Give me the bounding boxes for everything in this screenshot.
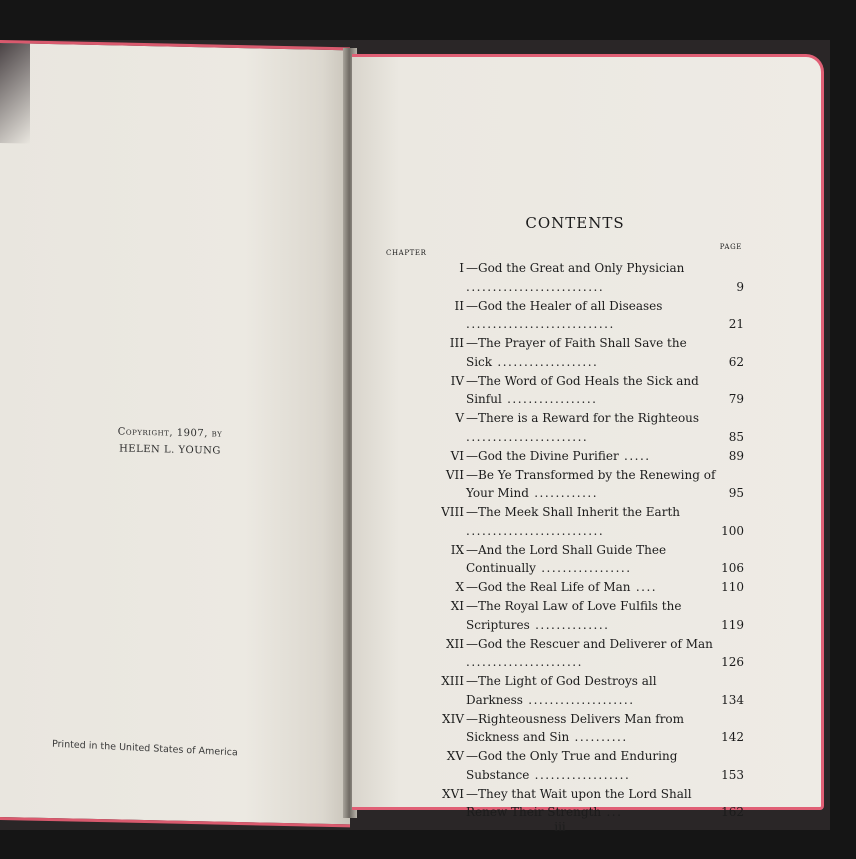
chapter-title: The Word of God Heals the Sick and Sinful xyxy=(466,373,699,406)
page-number: 85 xyxy=(728,429,744,444)
toc-entry: XVI —They that Wait upon the Lord Shall Renew Their Strength ... 162 xyxy=(384,785,746,822)
page-number: 134 xyxy=(721,692,744,707)
chapter-title: God the Rescuer and Deliverer of Man xyxy=(478,636,713,651)
chapter-title: The Prayer of Faith Shall Save the Sick xyxy=(466,336,687,369)
page-number: 95 xyxy=(728,486,744,500)
chapter-number: X xyxy=(455,580,464,594)
chapter-title: Be Ye Transformed by the Renewing of Your Mind xyxy=(466,467,716,500)
printed-line: Printed in the United States of America xyxy=(51,738,238,759)
chapter-number: XVI xyxy=(442,786,464,801)
chapter-number: IV xyxy=(450,373,464,388)
leader-dots: ............ xyxy=(528,486,599,500)
chapter-title: God the Only True and Enduring Substance xyxy=(466,749,678,782)
chapter-title: Righteousness Delivers Man from Sickness and Sin xyxy=(466,711,685,744)
chapter-number: VIII xyxy=(441,505,464,519)
contents-list xyxy=(384,214,746,834)
leader-dots: ... xyxy=(601,805,623,819)
leader-dots: ...................... xyxy=(466,655,583,669)
toc-entry: IV —The Word of God Heals the Sick and Sinful ................. 79 xyxy=(384,372,746,409)
chapter-number: V xyxy=(455,411,464,425)
left-page xyxy=(0,40,350,827)
chapter-title: God the Healer of all Diseases xyxy=(478,298,663,313)
chapter-number: XIII xyxy=(441,674,464,688)
leader-dots: ............................ xyxy=(466,317,615,331)
toc-entry: XIII —The Light of God Destroys all Darkness .................... 134 xyxy=(384,672,746,709)
page-number: 162 xyxy=(721,805,744,819)
page-number: 100 xyxy=(721,523,744,538)
toc-entry: VIII —The Meek Shall Inherit the Earth .......................... 100 xyxy=(384,503,746,540)
chapter-title: The Light of God Destroys all Darkness xyxy=(466,674,657,707)
chapter-title: There is a Reward for the Righteous xyxy=(478,411,700,425)
toc-entry: III —The Prayer of Faith Shall Save the Sick ................... 62 xyxy=(384,334,746,371)
column-headings xyxy=(384,243,746,259)
page-number: 119 xyxy=(721,617,744,632)
copyright-block xyxy=(60,422,280,461)
leader-dots: .......... xyxy=(569,730,628,744)
toc-entry: I —God the Great and Only Physician .......................... 9 xyxy=(384,259,746,296)
chapter-title: God the Divine Purifier xyxy=(478,448,619,463)
leader-dots: ................. xyxy=(535,561,632,575)
leader-dots: .................... xyxy=(522,692,635,707)
toc-entry: VII —Be Ye Transformed by the Renewing of Your Mind ............ 95 xyxy=(384,466,746,503)
chapter-number: IX xyxy=(450,542,464,557)
toc-entry: VI —God the Divine Purifier ..... 89 xyxy=(384,447,746,466)
page-number: 89 xyxy=(728,448,744,463)
chapter-number: XV xyxy=(446,749,464,763)
contents-title: CONTENTS xyxy=(525,214,625,232)
toc-entry: XI —The Royal Law of Love Fulfils the Scriptures .............. 119 xyxy=(384,597,746,634)
leader-dots: .......................... xyxy=(466,279,605,294)
copyright-line: Copyright, 1907, by xyxy=(117,426,223,440)
toc-entry: XV —God the Only True and Enduring Substance .................. 153 xyxy=(384,747,746,784)
chapter-heading: CHAPTER xyxy=(386,249,427,257)
page-number: 126 xyxy=(721,655,744,669)
chapter-title: And the Lord Shall Guide Thee Continually xyxy=(466,542,667,575)
page-number: 106 xyxy=(721,561,744,575)
chapter-number: XI xyxy=(450,599,464,613)
leader-dots: ................... xyxy=(492,354,599,369)
author-name: HELEN L. YOUNG xyxy=(119,443,221,457)
page-heading: PAGE xyxy=(719,243,742,251)
page-number: 153 xyxy=(721,767,744,782)
leader-dots: .... xyxy=(630,580,658,594)
leader-dots: .................. xyxy=(529,767,631,782)
leader-dots: ..... xyxy=(618,448,651,463)
entries xyxy=(384,259,746,822)
chapter-number: VII xyxy=(445,467,464,482)
chapter-number: XIV xyxy=(442,711,464,726)
chapter-title: God the Great and Only Physician xyxy=(478,261,685,275)
chapter-title: The Royal Law of Love Fulfils the Scriptures xyxy=(466,599,682,632)
toc-entry: XIV —Righteousness Delivers Man from Sickness and Sin .......... 142 xyxy=(384,710,746,747)
leader-dots: .............. xyxy=(529,617,610,632)
page-number: 79 xyxy=(728,392,744,406)
page-folio: iii xyxy=(554,820,566,834)
page-number: 21 xyxy=(728,317,744,331)
leader-dots: ....................... xyxy=(466,429,589,444)
chapter-number: II xyxy=(454,298,464,313)
leader-dots: .......................... xyxy=(466,523,605,538)
toc-entry: IX —And the Lord Shall Guide Thee Continually ................. 106 xyxy=(384,541,746,578)
chapter-number: III xyxy=(449,336,464,350)
leader-dots: ................. xyxy=(501,392,598,406)
toc-entry: V —There is a Reward for the Righteous ....................... 85 xyxy=(384,409,746,446)
chapter-number: VI xyxy=(450,448,464,463)
page-number: 9 xyxy=(736,279,744,294)
toc-entry: II —God the Healer of all Diseases ............................ 21 xyxy=(384,297,746,334)
chapter-title: God the Real Life of Man xyxy=(478,580,631,594)
chapter-title: The Meek Shall Inherit the Earth xyxy=(478,505,680,519)
page-number: 142 xyxy=(721,730,744,744)
chapter-number: XII xyxy=(445,636,464,651)
toc-entry: XII —God the Rescuer and Deliverer of Man ...................... 126 xyxy=(384,635,746,672)
chapter-title: They that Wait upon the Lord Shall Renew Their Strength xyxy=(466,786,692,819)
page-number: 110 xyxy=(721,580,744,594)
page-shadow xyxy=(0,43,30,144)
chapter-number: I xyxy=(459,261,464,275)
toc-entry: X —God the Real Life of Man .... 110 xyxy=(384,578,746,597)
page-number: 62 xyxy=(728,354,744,369)
